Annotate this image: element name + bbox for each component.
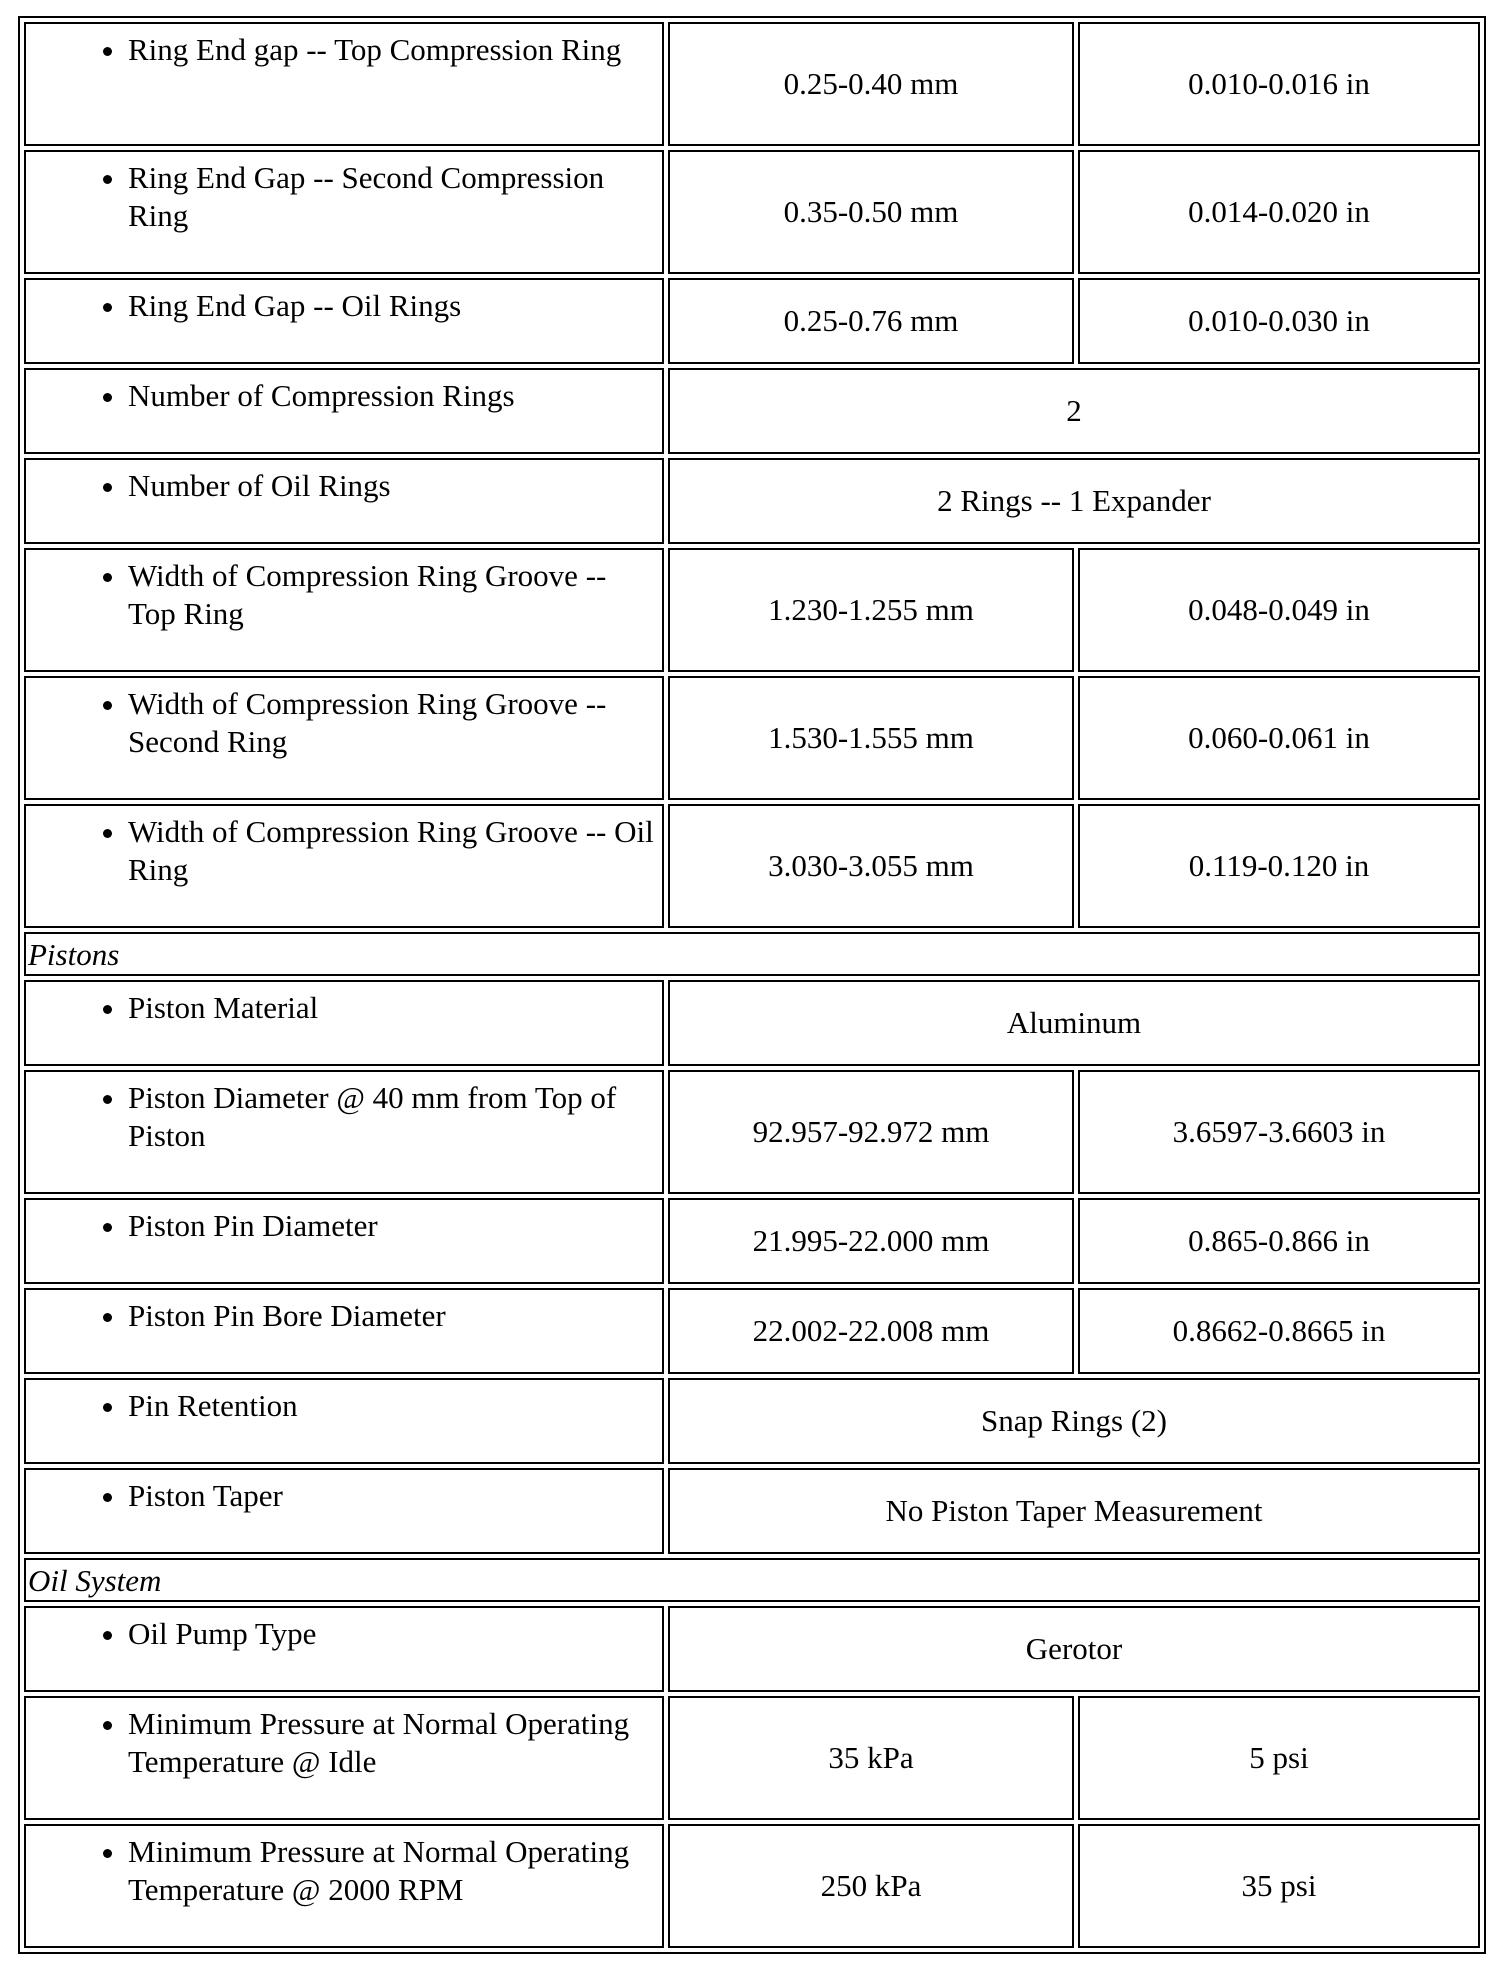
spec-row (24, 1288, 1480, 1374)
section-header: Oil System (24, 1558, 1480, 1602)
spec-row (24, 150, 1480, 274)
spec-bullet-list (26, 1387, 654, 1425)
spec-label-cell (24, 548, 664, 672)
spec-bullet-list (26, 557, 654, 633)
spec-english-value: 0.060-0.061 in (1078, 676, 1480, 800)
spec-row (24, 980, 1480, 1066)
specifications-table (18, 16, 1486, 1954)
section-header-row (24, 1558, 1480, 1602)
spec-metric-value: 0.25-0.40 mm (668, 22, 1074, 146)
spec-bullet-list (26, 31, 654, 69)
spec-value: Snap Rings (2) (668, 1378, 1480, 1464)
spec-english-value: 35 psi (1078, 1824, 1480, 1948)
spec-row (24, 1070, 1480, 1194)
spec-bullet-list (26, 1477, 654, 1515)
spec-metric-value: 0.25-0.76 mm (668, 278, 1074, 364)
spec-label: • Width of Compression Ring Groove -- Top Ring (128, 557, 654, 633)
spec-label-cell (24, 804, 664, 928)
spec-label: • Piston Diameter @ 40 mm from Top of Piston (128, 1079, 654, 1155)
spec-english-value: 0.865-0.866 in (1078, 1198, 1480, 1284)
spec-english-value: 0.014-0.020 in (1078, 150, 1480, 274)
spec-value: Aluminum (668, 980, 1480, 1066)
spec-english-value: 0.010-0.030 in (1078, 278, 1480, 364)
spec-bullet-list (26, 1297, 654, 1335)
spec-bullet-list (26, 159, 654, 235)
spec-label: • Piston Pin Bore Diameter (128, 1297, 654, 1335)
spec-label-cell (24, 1606, 664, 1692)
spec-bullet-list (26, 1207, 654, 1245)
spec-bullet-list (26, 989, 654, 1027)
spec-label-cell (24, 676, 664, 800)
spec-bullet-list (26, 1833, 654, 1909)
spec-label-cell (24, 278, 664, 364)
spec-row (24, 1606, 1480, 1692)
spec-bullet-list (26, 685, 654, 761)
spec-bullet-list (26, 813, 654, 889)
spec-value: No Piston Taper Measurement (668, 1468, 1480, 1554)
spec-label-cell (24, 1288, 664, 1374)
spec-label-cell (24, 1198, 664, 1284)
spec-bullet-list (26, 377, 654, 415)
spec-label: • Minimum Pressure at Normal Operating Temperature @ 2000 RPM (128, 1833, 654, 1909)
spec-english-value: 0.119-0.120 in (1078, 804, 1480, 928)
spec-label: • Ring End Gap -- Oil Rings (128, 287, 654, 325)
spec-metric-value: 1.530-1.555 mm (668, 676, 1074, 800)
spec-label: • Number of Oil Rings (128, 467, 654, 505)
spec-label: • Number of Compression Rings (128, 377, 654, 415)
spec-metric-value: 21.995-22.000 mm (668, 1198, 1074, 1284)
spec-row (24, 548, 1480, 672)
spec-english-value: 3.6597-3.6603 in (1078, 1070, 1480, 1194)
spec-row (24, 1378, 1480, 1464)
spec-label-cell (24, 980, 664, 1066)
spec-row (24, 22, 1480, 146)
spec-metric-value: 35 kPa (668, 1696, 1074, 1820)
spec-bullet-list (26, 467, 654, 505)
spec-metric-value: 22.002-22.008 mm (668, 1288, 1074, 1374)
spec-label-cell (24, 1824, 664, 1948)
spec-label-cell (24, 1378, 664, 1464)
spec-label: • Piston Taper (128, 1477, 654, 1515)
spec-label-cell (24, 150, 664, 274)
spec-row (24, 804, 1480, 928)
spec-row (24, 676, 1480, 800)
spec-bullet-list (26, 1079, 654, 1155)
spec-label-cell (24, 1696, 664, 1820)
spec-bullet-list (26, 287, 654, 325)
spec-label: • Piston Pin Diameter (128, 1207, 654, 1245)
spec-bullet-list (26, 1705, 654, 1781)
spec-label: • Width of Compression Ring Groove -- Second Ring (128, 685, 654, 761)
spec-english-value: 0.8662-0.8665 in (1078, 1288, 1480, 1374)
spec-english-value: 0.010-0.016 in (1078, 22, 1480, 146)
section-header-row (24, 932, 1480, 976)
spec-row (24, 1468, 1480, 1554)
spec-english-value: 0.048-0.049 in (1078, 548, 1480, 672)
spec-row (24, 458, 1480, 544)
spec-label-cell (24, 458, 664, 544)
spec-label: • Pin Retention (128, 1387, 654, 1425)
spec-metric-value: 250 kPa (668, 1824, 1074, 1948)
spec-english-value: 5 psi (1078, 1696, 1480, 1820)
spec-metric-value: 3.030-3.055 mm (668, 804, 1074, 928)
spec-label: • Oil Pump Type (128, 1615, 654, 1653)
spec-label: • Piston Material (128, 989, 654, 1027)
spec-label-cell (24, 1070, 664, 1194)
spec-label-cell (24, 368, 664, 454)
spec-metric-value: 1.230-1.255 mm (668, 548, 1074, 672)
spec-bullet-list (26, 1615, 654, 1653)
specifications-table-body (24, 22, 1480, 1948)
spec-label: • Ring End Gap -- Second Compression Ring (128, 159, 654, 235)
spec-row (24, 1696, 1480, 1820)
spec-value: Gerotor (668, 1606, 1480, 1692)
spec-value: 2 (668, 368, 1480, 454)
spec-value: 2 Rings -- 1 Expander (668, 458, 1480, 544)
spec-row (24, 1198, 1480, 1284)
spec-metric-value: 92.957-92.972 mm (668, 1070, 1074, 1194)
spec-label-cell (24, 22, 664, 146)
spec-label: • Minimum Pressure at Normal Operating Temperature @ Idle (128, 1705, 654, 1781)
spec-label-cell (24, 1468, 664, 1554)
spec-row (24, 278, 1480, 364)
spec-row (24, 1824, 1480, 1948)
spec-row (24, 368, 1480, 454)
spec-label: • Width of Compression Ring Groove -- Oil Ring (128, 813, 654, 889)
spec-label: • Ring End gap -- Top Compression Ring (128, 31, 654, 69)
spec-metric-value: 0.35-0.50 mm (668, 150, 1074, 274)
section-header: Pistons (24, 932, 1480, 976)
